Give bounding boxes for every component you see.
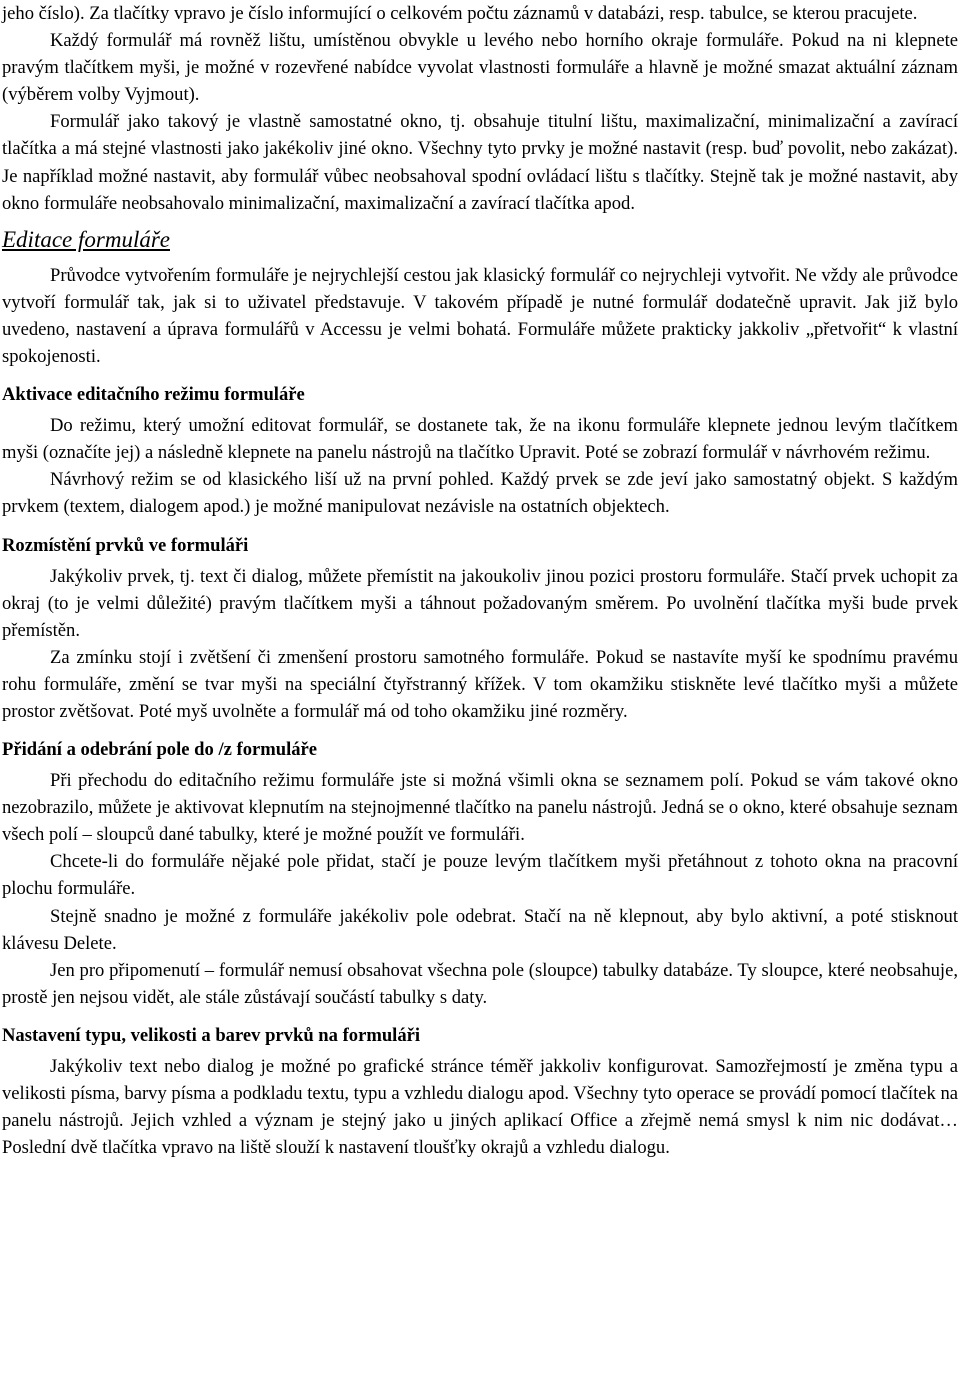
nastaveni-paragraph-1: Jakýkoliv text nebo dialog je možné po grafické stránce téměř jakkoliv konfigurovat. Samozřejmostí je změna typu a velikosti písma, barvy písma a podkladu textu, typu a vzhledu dialogu apod. Všechny tyto operace se provádí pomocí tlačítek na panelu nástrojů. Jejich vzhled a význam je stejný jako u jiných aplikací Office a zřejmě nemá smysl k nim nic dodávat… Poslední dvě tlačítka vpravo na liště slouží k nastavení tloušťky okrajů a vzhledu dialogu. [2, 1055, 958, 1159]
heading-editace: Editace formuláře [2, 226, 170, 252]
heading-pridani: Přidání a odebrání pole do /z formuláře [2, 739, 318, 761]
aktivace-paragraph-1: Do režimu, který umožní editovat formulář, se dostanete tak, že na ikonu formuláře klepnete jednou levým tlačítkem myši (označíte jej) a následně klepnete na panelu nástrojů na tlačítko Upravit. Poté se zobrazí formulář v návrhovém režimu. [2, 415, 958, 464]
pridani-paragraph-4: Jen pro připomenutí – formulář nemusí obsahovat všechna pole (sloupce) tabulky databáze. Ty sloupce, které neobsahuje, prostě jen nejsou vidět, ale stále zůstávají součástí tabulky s daty. [2, 959, 958, 1008]
heading-aktivace: Aktivace editačního režimu formuláře [2, 384, 305, 406]
rozmisteni-paragraph-2: Za zmínku stojí i zvětšení či zmenšení prostoru samotného formuláře. Pokud se nastavíte myší ke spodnímu pravému rohu formuláře, změní se tvar myši na speciální čtyřstranný křížek. V tom okamžiku stiskněte levé tlačítko myši a můžete prostor zvětšovat. Poté myš uvolněte a formulář má od toho okamžiku jiné rozměry. [2, 646, 958, 722]
pridani-paragraph-3: Stejně snadno je možné z formuláře jakékoliv pole odebrat. Stačí na ně klepnout, aby bylo aktivní, a poté stisknout klávesu Delete. [2, 905, 958, 954]
editace-paragraph-1: Průvodce vytvořením formuláře je nejrychlejší cestou jak klasický formulář co nejrychleji vytvořit. Ne vždy ale průvodce vytvoří formulář tak, jak si to uživatel představuje. V takovém případě je nutné formulář dodatečně upravit. Jak již bylo uvedeno, nastavení a úprava formulářů v Accessu je velmi bohatá. Formuláře můžete prakticky jakkoliv „přetvořit“ k vlastní spokojenosti. [2, 264, 958, 368]
intro-paragraph-3: Formulář jako takový je vlastně samostatné okno, tj. obsahuje titulní lištu, maximalizační, minimalizační a zavírací tlačítka a má stejné vlastnosti jako jakékoliv jiné okno. Všechny tyto prvky je možné nastavit (resp. buď povolit, nebo zakázat). Je například možné nastavit, aby formulář vůbec neobsahoval spodní ovládací lištu s tlačítky. Stejně tak je možné nastavit, aby okno formuláře neobsahovalo minimalizační, maximalizační a zavírací tlačítka apod. [2, 111, 958, 214]
rozmisteni-paragraph-1: Jakýkoliv prvek, tj. text či dialog, můžete přemístit na jakoukoliv jinou pozici prostoru formuláře. Stačí prvek uchopit za okraj (to je velmi důležité) pravým tlačítkem myši a táhnout požadovaným směrem. Po uvolnění tlačítka myši bude prvek přemístěn. [2, 565, 958, 641]
intro-paragraph-2: Každý formulář má rovněž lištu, umístěnou obvykle u levého nebo horního okraje formuláře. Pokud na ni klepnete pravým tlačítkem myši, je možné v rozevřené nabídce vyvolat vlastnosti formuláře a hlavně je možné smazat aktuální záznam (výběrem volby Vyjmout). [2, 30, 958, 106]
intro-paragraph-1: jeho číslo). Za tlačítky vpravo je číslo informující o celkovém počtu záznamů v databázi, resp. tabulce, se kterou pracujete. [2, 3, 918, 24]
aktivace-paragraph-2: Návrhový režim se od klasického liší už na první pohled. Každý prvek se zde jeví jako samostatný objekt. S každým prvkem (textem, dialogem apod.) je možné manipulovat nezávisle na ostatních objektech. [2, 469, 958, 518]
heading-rozmisteni: Rozmístění prvků ve formuláři [2, 534, 249, 556]
pridani-paragraph-2: Chcete-li do formuláře nějaké pole přidat, stačí je pouze levým tlačítkem myši přetáhnout z tohoto okna na pracovní plochu formuláře. [2, 851, 958, 900]
pridani-paragraph-1: Při přechodu do editačního režimu formuláře jste si možná všimli okna se seznamem polí. Pokud se vám takové okno nezobrazilo, můžete je aktivovat klepnutím na stejnojmenné tlačítko na panelu nástrojů. Jedná se o okno, které obsahuje seznam všech polí – sloupců dané tabulky, které je možné použít ve formuláři. [2, 770, 958, 846]
heading-nastaveni: Nastavení typu, velikosti a barev prvků na formuláři [2, 1024, 421, 1046]
